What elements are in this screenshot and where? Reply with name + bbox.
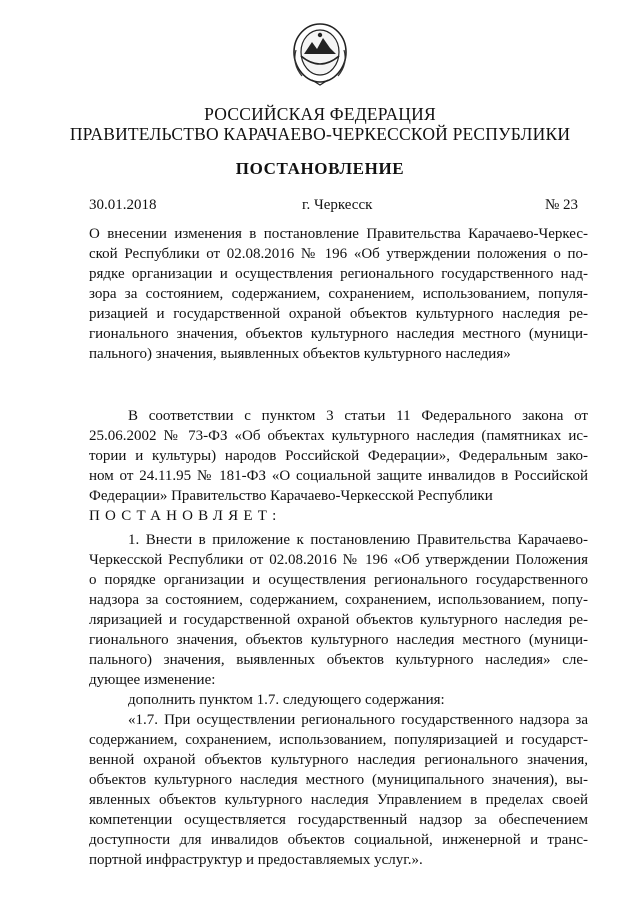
government-heading: ПРАВИТЕЛЬСТВО КАРАЧАЕВО-ЧЕРКЕССКОЙ РЕСПУБЛИКИ: [69, 124, 571, 144]
country-heading: РОССИЙСКАЯ ФЕДЕРАЦИЯ: [204, 104, 436, 124]
item1-line: дующее изменение:: [89, 672, 216, 688]
preamble-line: В соответствии с пунктом 3 статьи 11 Федерального закона от: [128, 408, 588, 424]
subject-line: пального) значения, выявленных объектов культурного наследия»: [89, 346, 511, 362]
preamble-line: Федерации» Правительство Карачаево-Черкесской Республики: [89, 488, 493, 504]
preamble-line: ном от 24.11.95 № 181-ФЗ «О социальной защите инвалидов в Российской: [89, 468, 588, 484]
quote-line: портной инфраструктур и предоставляемых услуг.».: [89, 852, 423, 868]
item1-line: Черкесской Республики от 02.08.2016 № 196 «Об утверждении Положения: [89, 552, 588, 568]
document-type-title: ПОСТАНОВЛЕНИЕ: [235, 159, 405, 178]
quote-line: содержанием, сохранением, использованием, популяризацией и государст-: [89, 732, 588, 748]
preamble-line: 25.06.2002 № 73-ФЗ «Об объектах культурного наследия (памятниках ис-: [89, 428, 588, 444]
item1-line: о порядке организации и осуществления регионального государственного: [89, 572, 588, 588]
item1-line: пального) значения, выявленных объектов культурного наследия» сле-: [89, 652, 588, 668]
quote-line: венной охраной объектов культурного наследия регионального значения,: [89, 752, 588, 768]
quote-line: компетенции осуществляется государственный надзор за обеспечением: [89, 812, 588, 828]
quote-line: явленных объектов культурного наследия Управлением в пределах своей: [89, 792, 588, 808]
item1-line: гионального значения, объектов культурного наследия местного (муници-: [89, 632, 588, 648]
item1-line: 1. Внести в приложение к постановлению Правительства Карачаево-: [128, 532, 588, 548]
subject-line: гионального значения, объектов культурного наследия местного (муници-: [89, 326, 588, 342]
preamble-line: тории и культуры) народов Российской Федерации», Федеральным зако-: [89, 448, 588, 464]
supplement-line: дополнить пунктом 1.7. следующего содержания:: [128, 692, 445, 708]
document-place: г. Черкесск: [302, 197, 373, 213]
quote-line: объектов культурного наследия местного (муниципального значения), вы-: [89, 772, 588, 788]
coat-of-arms-emblem: [290, 20, 350, 86]
subject-line: О внесении изменения в постановление Правительства Карачаево-Черкес-: [89, 226, 588, 242]
subject-line: ской Республики от 02.08.2016 № 196 «Об утверждении положения о по-: [89, 246, 588, 262]
document-number: № 23: [545, 197, 579, 213]
item1-line: надзора за состоянием, содержанием, сохранением, использованием, попу-: [89, 592, 588, 608]
document-date: 30.01.2018: [89, 197, 157, 213]
item1-line: ляризацией и государственной охраной объектов культурного наследия ре-: [89, 612, 588, 628]
subject-line: зора за состоянием, содержанием, сохранением, использованием, популя-: [89, 286, 588, 302]
quote-line: доступности для инвалидов объектов социальной, инженерной и транс-: [89, 832, 588, 848]
subject-line: рядке организации и осуществления регионального государственного над-: [89, 266, 588, 282]
resolves-heading: ПОСТАНОВЛЯЕТ:: [89, 508, 282, 524]
subject-line: ризацией и государственной охраной объектов культурного наследия ре-: [89, 306, 588, 322]
quote-line: «1.7. При осуществлении регионального государственного надзора за: [128, 712, 588, 728]
